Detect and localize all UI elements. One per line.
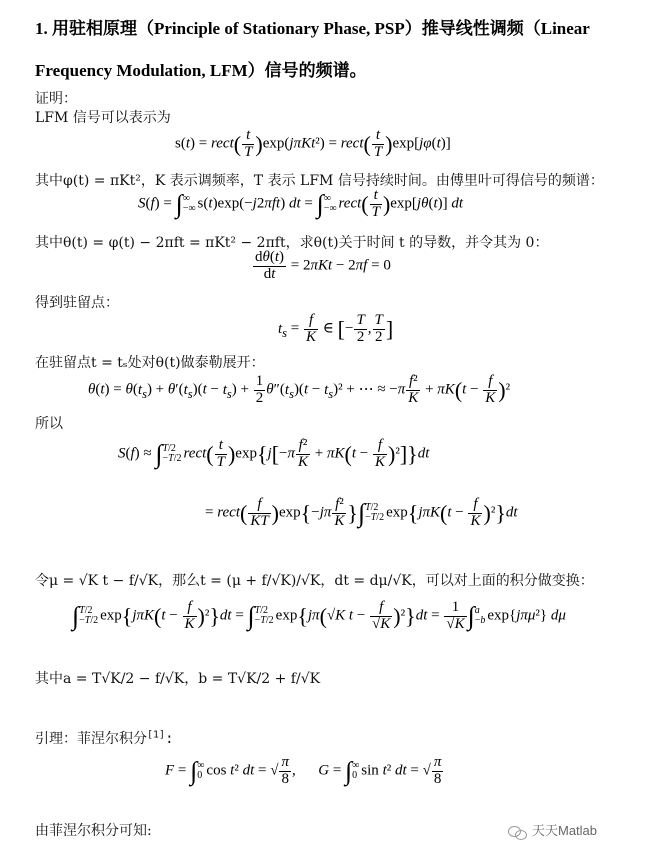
stationary-label: 得到驻留点： xyxy=(35,295,119,311)
heading-line-1: 1. 用驻相原理（Principle of Stationary Phase, PSP）推导线性调频（Linear xyxy=(35,19,590,38)
fresnel-conclusion: 由菲涅尔积分可知: xyxy=(35,823,152,839)
equation-derivative: $\frac{d\theta(t)}{dt}$ = 2πKt − 2πf = 0 xyxy=(255,249,391,282)
equation-stationary-point: $t_s$ = $\frac{f}{K}$ ∈ [− $\frac{T}{2}$ , $\frac{T}{2}$ ] xyxy=(278,312,394,345)
lfm-intro: LFM 信号可以表示为 xyxy=(35,110,171,126)
text-phi: 其中φ(t) = πKt²，K 表示调频率，T 表示 LFM 信号持续时间。由傅里叶可得信号的频谱： xyxy=(35,173,604,189)
text-theta: 其中θ(t) = φ(t) − 2πft = πKt² − 2πft，求θ(t)关于时间 t 的导数，并令其为 0： xyxy=(35,235,549,251)
watermark xyxy=(508,820,597,840)
watermark-text: 天天Matlab xyxy=(532,823,598,838)
heading-line-2: Frequency Modulation, LFM）信号的频谱。 xyxy=(35,61,367,80)
equation-taylor: $\theta(t) = \theta(t_s) + \theta'(t_s)(t - t_s)$ + $\frac{1}{2}$ $\theta''(t_s)(t - t_s)^2$ + ⋯ ≈ −π $\frac{\text{f²}}{K}$ + πK(t − $\frac{f}{K}$ )² xyxy=(88,373,511,406)
lemma-colon: : xyxy=(165,731,174,747)
equation-signal: s(t) = rect( $\frac{t}{T}$ )exp(jπKt²) = rect( $\frac{t}{T}$ )exp[jφ(t)] xyxy=(175,127,451,160)
taylor-label: 在驻留点t = tₛ处对θ(t)做泰勒展开： xyxy=(35,355,265,371)
ab-definition: 其中a = T√K/2 − f/√K，b = T√K/2 + f/√K xyxy=(35,671,321,687)
proof-label: 证明： xyxy=(35,91,77,107)
wechat-icon xyxy=(508,824,528,840)
citation-ref[interactable]: [1] xyxy=(147,729,166,741)
equation-approx-spectrum-2: = rect( $\frac{f}{KT}$ )exp{−jπ $\frac{\text{f²}}{K}$ }∫ T/2 −T/2 exp{jπK(t − $\frac{f}{K}$ )²}dt xyxy=(205,496,518,529)
equation-change-of-variable: ∫ T/2 −T/2 exp{jπK(t − $\frac{f}{K}$ )²}dt = ∫ T/2 −T/2 exp{jπ(√K t − $\frac{f}{√K}$ )²}dt = $\frac{1}{√K}$ ∫ a −b exp{jπμ²} dμ xyxy=(72,599,566,632)
equation-fresnel: F = ∫ ∞ 0 cos t² dt = √ $\frac{\pi}{8}$ , G = ∫ ∞ 0 sin t² dt = √ $\frac{\pi}{8}$ xyxy=(165,754,442,787)
equation-spectrum: S(f) = ∫ ∞ −∞ s(t)exp(−j2πft) dt = ∫ ∞ −∞ rect( $\frac{t}{T}$ )exp[jθ(t)] dt xyxy=(138,187,464,220)
so-label: 所以 xyxy=(35,416,63,432)
equation-approx-spectrum: S(f) ≈ ∫ T/2 −T/2 rect( $\frac{t}{T}$ )exp{j[−π $\frac{\text{f²}}{K}$ + πK(t − $\frac{f}{K}$ )²]}dt xyxy=(118,437,430,470)
substitution-text: 令μ = √K t − f/√K，那么t = (μ + f/√K)/√K，dt = dμ/√K，可以对上面的积分做变换： xyxy=(35,573,594,589)
lemma-label xyxy=(35,728,174,748)
lemma-text: 引理：菲涅尔积分 xyxy=(35,731,147,747)
